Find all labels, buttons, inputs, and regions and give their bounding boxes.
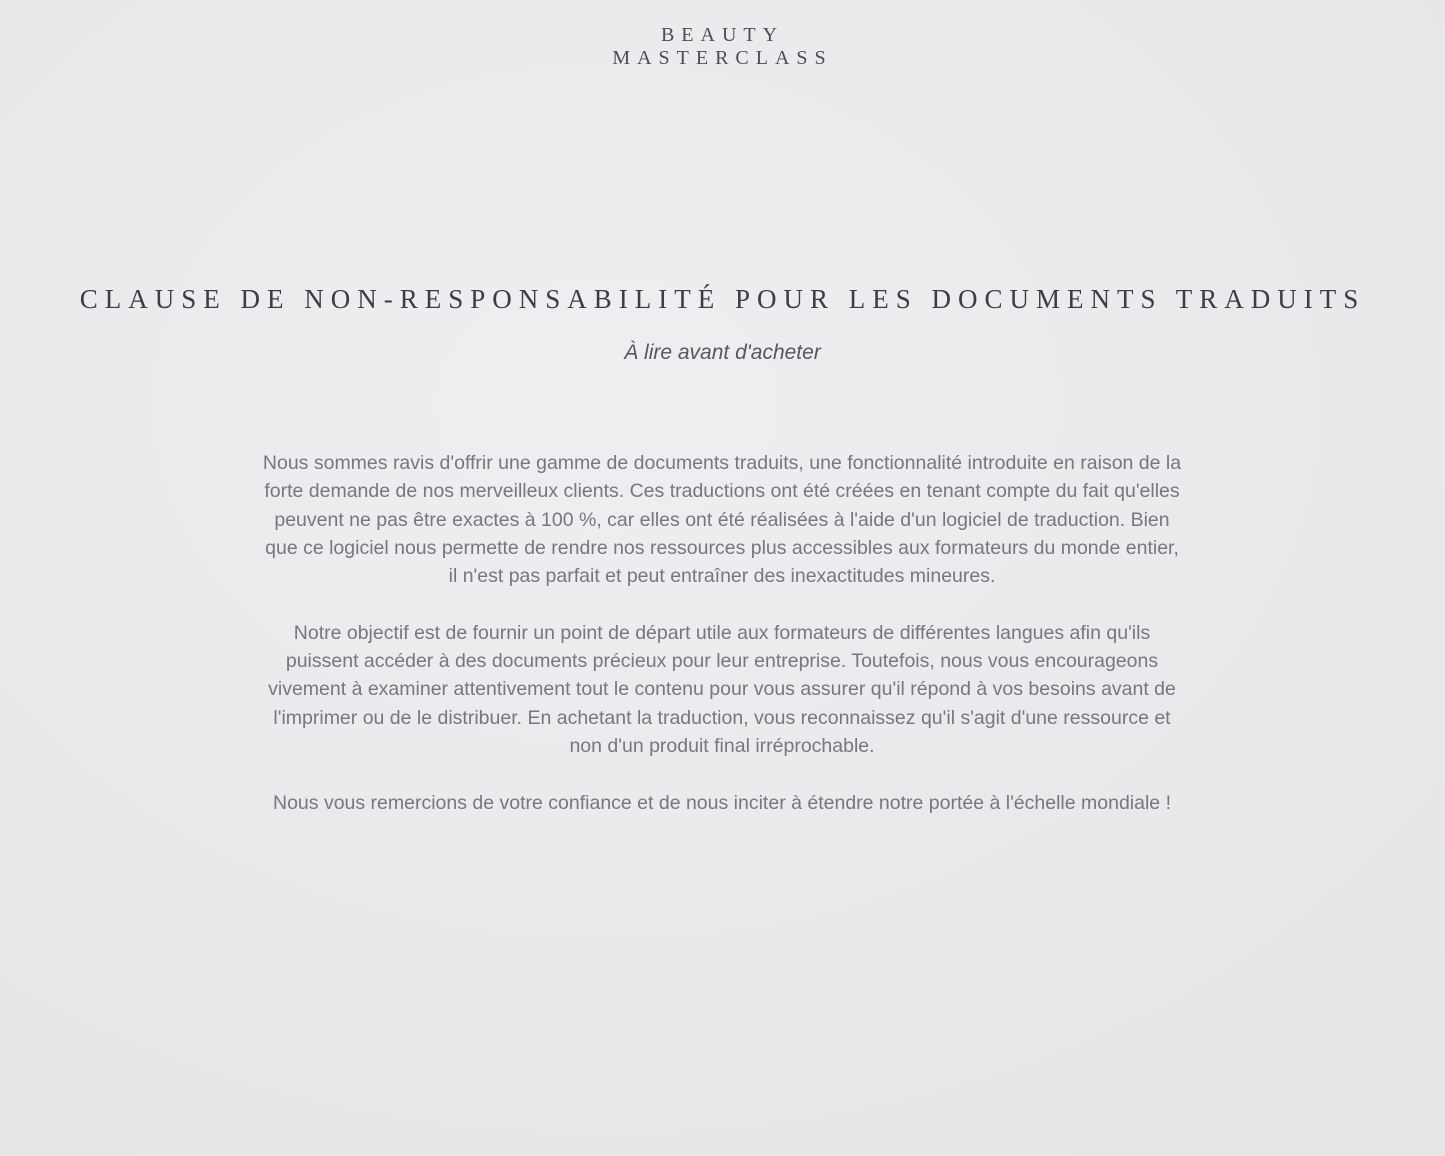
brand-logo [0, 24, 1445, 70]
disclaimer-paragraph: Notre objectif est de fournir un point de départ utile aux formateurs de différentes langues afin qu'ils puissent accéder à des documents précieux pour leur entreprise. Toutefois, nous vous encourageons vivement à examiner attentivement tout le contenu pour vous assurer qu'il répond à vos besoins avant de l'imprimer ou de le distribuer. En achetant la traduction, vous reconnaissez qu'il s'agit d'une ressource et non d'un produit final irréprochable. [268, 621, 1176, 757]
disclaimer-paragraph: Nous sommes ravis d'offrir une gamme de documents traduits, une fonctionnalité introduite en raison de la forte demande de nos merveilleux clients. Ces traductions ont été créées en tenant compte du fait qu'elles peuvent ne pas être exactes à 100 %, car elles ont été réalisées à l'aide d'un logiciel de traduction. Bien que ce logiciel nous permette de rendre nos ressources plus accessibles aux formateurs du monde entier, il n'est pas parfait et peut entraîner des inexactitudes mineures. [262, 452, 1182, 588]
page-subtitle: À lire avant d'acheter [624, 341, 821, 364]
disclaimer-body [262, 449, 1182, 817]
brand-logo-line1: BEAUTY [660, 24, 785, 46]
page-title: CLAUSE DE NON-RESPONSABILITÉ POUR LES DOCUMENTS TRADUITS [79, 284, 1366, 314]
disclaimer-paragraph: Nous vous remercions de votre confiance et de nous inciter à étendre notre portée à l'échelle mondiale ! [273, 791, 1171, 814]
brand-logo-line2: MASTERCLASS [612, 47, 833, 69]
